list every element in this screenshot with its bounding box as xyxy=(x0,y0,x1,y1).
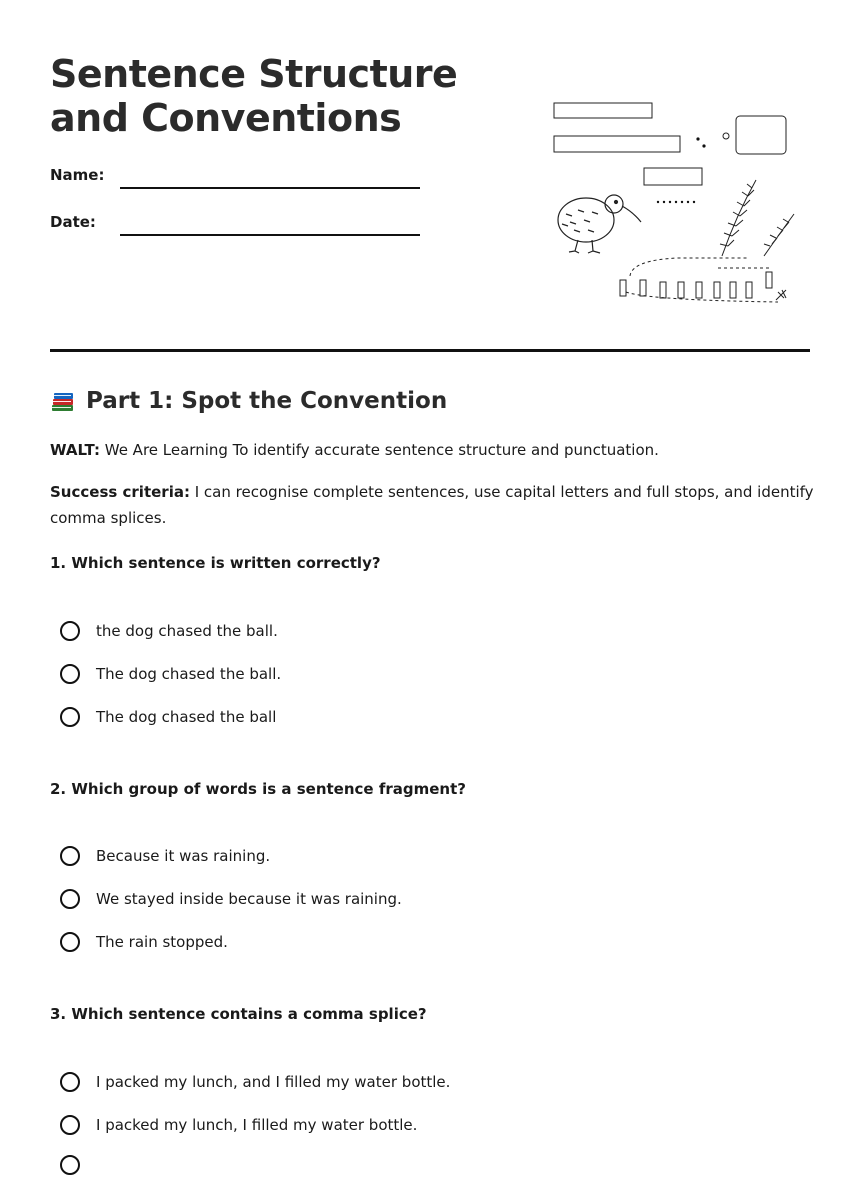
success-criteria-label: Success criteria: xyxy=(50,483,190,501)
radio-button[interactable] xyxy=(60,889,80,909)
radio-button[interactable] xyxy=(60,1155,80,1175)
question-3-option-a[interactable] xyxy=(60,1069,450,1095)
success-criteria-text: I can recognise complete sentences, use capital letters and full stops, and identify comma splices. xyxy=(50,483,814,527)
name-field[interactable] xyxy=(120,187,420,189)
question-3-option-b[interactable] xyxy=(60,1112,417,1138)
books-icon xyxy=(50,388,76,414)
section-divider xyxy=(50,349,810,352)
walt-text: We Are Learning To identify accurate sentence structure and punctuation. xyxy=(99,441,659,459)
radio-button[interactable] xyxy=(60,846,80,866)
option-label: The dog chased the ball. xyxy=(96,665,282,683)
option-label: We stayed inside because it was raining. xyxy=(96,890,402,908)
question-1-prompt: 1. Which sentence is written correctly? xyxy=(50,554,381,572)
option-label: the dog chased the ball. xyxy=(96,622,278,640)
option-label: The dog chased the ball xyxy=(96,708,277,726)
radio-button[interactable] xyxy=(60,1072,80,1092)
date-label: Date: xyxy=(50,213,96,231)
question-1-option-a[interactable] xyxy=(60,618,278,644)
question-3-prompt: 3. Which sentence contains a comma splice? xyxy=(50,1005,427,1023)
option-label: I packed my lunch, I filled my water bottle. xyxy=(96,1116,418,1134)
option-label: I packed my lunch, and I filled my water bottle. xyxy=(96,1073,451,1091)
name-label: Name: xyxy=(50,166,105,184)
part1-heading-text: Part 1: Spot the Convention xyxy=(86,388,448,414)
date-field[interactable] xyxy=(120,234,420,236)
walt-statement xyxy=(50,437,815,463)
radio-button[interactable] xyxy=(60,621,80,641)
radio-button[interactable] xyxy=(60,1115,80,1135)
question-2-option-c[interactable] xyxy=(60,929,228,955)
part1-heading xyxy=(50,388,447,414)
question-2-option-a[interactable] xyxy=(60,843,270,869)
question-1-option-b[interactable] xyxy=(60,661,281,687)
question-3-option-c[interactable] xyxy=(60,1152,96,1178)
page-title: Sentence Structure and Conventions xyxy=(50,52,458,140)
option-label: The rain stopped. xyxy=(96,933,228,951)
option-label: Because it was raining. xyxy=(96,847,271,865)
success-criteria xyxy=(50,479,815,531)
radio-button[interactable] xyxy=(60,664,80,684)
question-1-option-c[interactable] xyxy=(60,704,276,730)
question-2-prompt: 2. Which group of words is a sentence fragment? xyxy=(50,780,466,798)
walt-label: WALT: xyxy=(50,441,100,459)
kiwi-fern-illustration xyxy=(548,96,808,316)
radio-button[interactable] xyxy=(60,707,80,727)
radio-button[interactable] xyxy=(60,932,80,952)
question-2-option-b[interactable] xyxy=(60,886,402,912)
